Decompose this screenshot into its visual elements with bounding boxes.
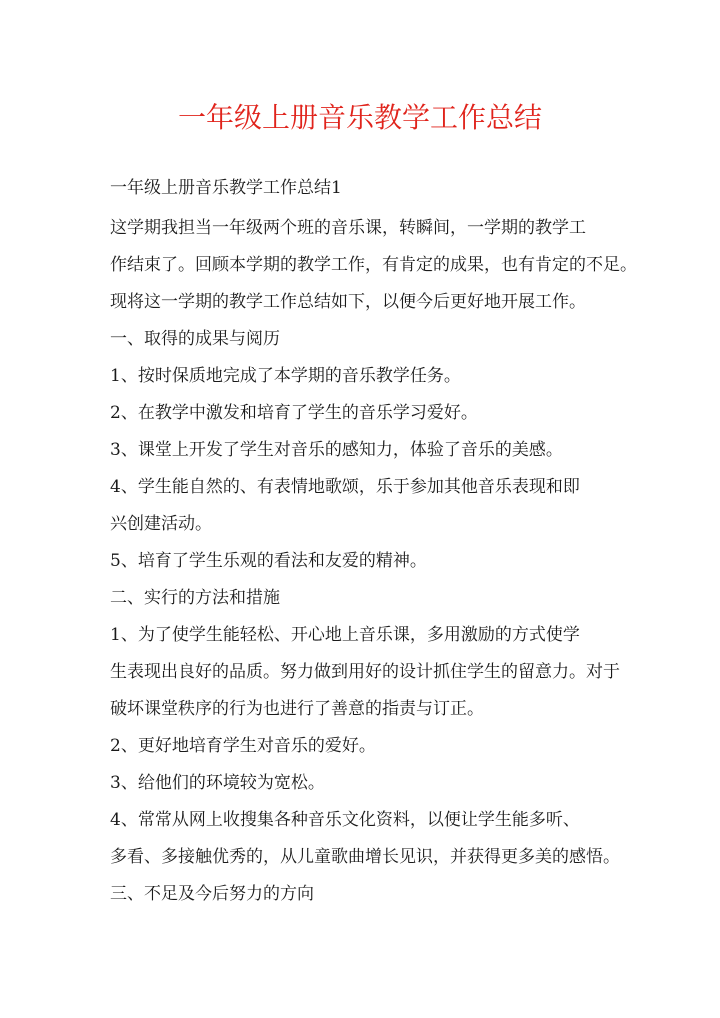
list-item: 4、常常从网上收搜集各种音乐文化资料，以便让学生能多听、	[110, 810, 580, 830]
list-item: 3、课堂上开发了学生对音乐的感知力，体验了音乐的美感。	[110, 440, 563, 460]
list-item: 5、培育了学生乐观的看法和友爱的精神。	[110, 551, 427, 571]
paragraph-line: 现将这一学期的教学工作总结如下，以便今后更好地开展工作。	[110, 292, 586, 312]
paragraph-line: 这学期我担当一年级两个班的音乐课，转瞬间，一学期的教学工	[110, 218, 586, 238]
list-item-continuation: 兴创建活动。	[110, 514, 212, 534]
section-heading: 一年级上册音乐教学工作总结1	[110, 178, 342, 198]
subsection-heading: 三、不足及今后努力的方向	[110, 884, 314, 904]
document-title: 一年级上册音乐教学工作总结	[177, 101, 542, 134]
list-item: 3、给他们的环境较为宽松。	[110, 773, 325, 793]
document-body	[110, 170, 637, 913]
subsection-heading: 一、取得的成果与阅历	[110, 329, 280, 349]
subsection-heading: 二、实行的方法和措施	[110, 588, 280, 608]
list-item: 4、学生能自然的、有表情地歌颂，乐于参加其他音乐表现和即	[110, 477, 580, 497]
list-item: 1、为了使学生能轻松、开心地上音乐课，多用激励的方式使学	[110, 625, 580, 645]
paragraph-line: 作结束了。回顾本学期的教学工作，有肯定的成果，也有肯定的不足。	[110, 255, 637, 275]
list-item-continuation: 多看、多接触优秀的，从儿童歌曲增长见识，并获得更多美的感悟。	[110, 847, 620, 867]
list-item-continuation: 破坏课堂秩序的行为也进行了善意的指责与订正。	[110, 699, 484, 719]
list-item: 1、按时保质地完成了本学期的音乐教学任务。	[110, 366, 461, 386]
list-item: 2、在教学中激发和培育了学生的音乐学习爱好。	[110, 403, 478, 423]
list-item: 2、更好地培育学生对音乐的爱好。	[110, 736, 376, 756]
list-item-continuation: 生表现出良好的品质。努力做到用好的设计抓住学生的留意力。对于	[110, 662, 620, 682]
